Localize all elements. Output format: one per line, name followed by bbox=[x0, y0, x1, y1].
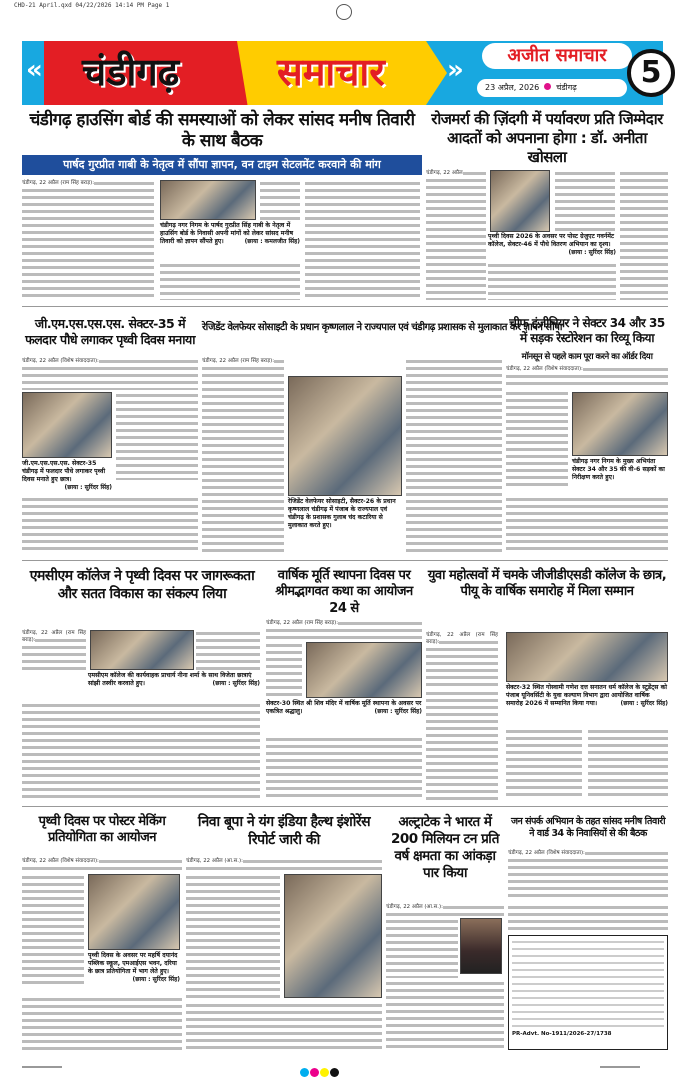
headline-gmsss-35: जी.एम.एस.एस.एस. सेक्टर-35 में फलदार पौधे लगाकर पृथ्वी दिवस मनाया bbox=[25, 316, 195, 347]
article-photo bbox=[288, 376, 402, 496]
color-registration-strip bbox=[300, 1062, 340, 1081]
article-body bbox=[406, 358, 502, 554]
article-body bbox=[22, 996, 182, 1050]
article-photo bbox=[490, 170, 550, 232]
article-photo bbox=[572, 392, 668, 456]
photo-caption: सेक्टर-32 स्थित गोस्वामी गणेश दत्त सनातन धर्म कॉलेज के स्टूडेंट्स को पंजाब यूनिवर्सिटी के युवा कल्याण विभाग द्वारा आयोजित वार्षिक समारोह 2026 में सम्मानित किया गया। (छाया : सुरिंदर सिंह) bbox=[506, 684, 668, 707]
article-body: चंडीगढ़, 22 अप्रैल (राम सिंह बराड़): bbox=[202, 358, 284, 554]
article-body: चंडीगढ़, 22 अप्रैल (विशेष संवाददाता): bbox=[508, 850, 668, 900]
article-body bbox=[588, 728, 668, 800]
article-body bbox=[22, 874, 84, 986]
headline-poster-making: पृथ्वी दिवस पर पोस्टर मेकिंग प्रतियोगिता का आयोजन bbox=[38, 814, 166, 846]
headline-ultratech: अल्ट्राटेक ने भारत में 200 मिलियन टन प्रति वर्ष क्षमता का आंकड़ा पार किया bbox=[391, 814, 499, 881]
headline-chief-engineer: चीफ इंजीनियर ने सेक्टर 34 और 35 में सड़क रेस्टोरेशन का रिव्यू किया bbox=[509, 316, 665, 345]
photo-caption: चंडीगढ़ नगर निगम के पार्षद गुरप्रीत सिंह गाबी के नेतृत्व में हाउसिंग बोर्ड के निवासी अपनी मांगों को लेकर सांसद मनीष तिवारी को ज्ञापन सौंपते हुए। (छाया : कमलजीत सिंह) bbox=[160, 222, 300, 245]
article-body bbox=[506, 496, 668, 554]
article-body bbox=[386, 980, 504, 1050]
section-title-part2: समाचार bbox=[277, 50, 385, 94]
page-number: 5 bbox=[627, 49, 675, 97]
divider bbox=[600, 1066, 640, 1068]
divider bbox=[22, 560, 668, 561]
article-body: चंडीगढ़, 22 अप्रैल bbox=[426, 170, 486, 300]
article-photo bbox=[90, 630, 194, 670]
chevron-right-icon: » bbox=[447, 55, 464, 85]
divider bbox=[22, 806, 668, 807]
article-body bbox=[260, 180, 300, 220]
article-body bbox=[22, 496, 198, 554]
article-body bbox=[555, 170, 615, 232]
dot-icon bbox=[544, 83, 551, 90]
article-body bbox=[196, 630, 260, 670]
headline-bhagwat-katha: वार्षिक मूर्ति स्थापना दिवस पर श्रीमद्भागवत कथा का आयोजन 24 से bbox=[275, 568, 413, 616]
newspaper-brand: अजीत समाचार bbox=[482, 43, 632, 69]
article-body: चंडीगढ़, 22 अप्रैल (विशेष संवाददाता): bbox=[22, 858, 182, 872]
masthead-banner bbox=[22, 41, 663, 105]
photo-caption: एमसीएम कॉलेज की कार्यवाहक प्राचार्य नीना शर्मा के साथ विजेता छात्राएं सांझी तस्वीर करवाते हुए। (छाया : सुरिंदर सिंह) bbox=[88, 672, 260, 687]
article-photo bbox=[284, 874, 382, 998]
headline-mcm-college: एमसीएम कॉलेज ने पृथ्वी दिवस पर जागरूकता और सतत विकास का संकल्प लिया bbox=[29, 568, 255, 602]
article-body bbox=[22, 702, 260, 800]
subhead-housing-board: पार्षद गुरप्रीत गाबी के नेतृत्व में सौंपा ज्ञापन, वन टाइम सेटलमेंट करवाने की मांग bbox=[22, 155, 422, 175]
article-body: चंडीगढ़, 22 अप्रैल (आ.स.): bbox=[386, 904, 504, 916]
subhead-chief-engineer: मॉनसून से पहले काम पूरा करने का ऑर्डर दिया bbox=[521, 352, 653, 362]
article-body bbox=[186, 874, 280, 1000]
article-photo bbox=[22, 392, 112, 458]
article-body bbox=[386, 918, 458, 978]
article-body bbox=[116, 392, 198, 480]
photo-caption: पृथ्वी दिवस 2026 के अवसर पर पोस्ट ग्रेजुएट गवर्नमेंट कॉलेज, सेक्टर-46 में पौधे वितरण अभियान का दृश्य। (छाया : सुरिंदर सिंह) bbox=[488, 233, 616, 256]
article-body bbox=[160, 262, 300, 300]
article-photo bbox=[306, 642, 422, 698]
photo-caption: चंडीगढ़ नगर निगम के मुख्य अभियंता सेक्टर 34 और 35 की वी-6 सड़कों का निरीक्षण करते हुए। bbox=[572, 458, 668, 482]
portrait-photo bbox=[460, 918, 502, 974]
article-body: चंडीगढ़, 22 अप्रैल (राम सिंह बराड़): bbox=[266, 620, 422, 640]
divider bbox=[22, 306, 668, 307]
advertisement-box bbox=[508, 935, 668, 1050]
print-slug: CHD-21 April.qxd 04/22/2026 14:14 PM Page 1 bbox=[14, 2, 170, 9]
article-photo bbox=[160, 180, 256, 220]
headline-ggdsd-college: युवा महोत्सवों में चमके जीजीडीएसडी कॉलेज के छात्र, पीयू के वार्षिक समारोह में मिला सम्मान bbox=[427, 568, 667, 600]
article-body bbox=[620, 170, 668, 300]
photo-caption: रेजिडेंट वेलफेयर सोसाइटी, सैक्टर-26 के प्रधान कृष्णलाल चंडीगढ़ में पंजाब के राज्यपाल एवं चंडीगढ़ के प्रशासक गुलाब चंद कटारिया से मुलाकात करते हुए। bbox=[288, 498, 402, 530]
article-body bbox=[186, 1002, 382, 1050]
article-body bbox=[488, 262, 616, 300]
section-title-part1: चंडीगढ़ bbox=[82, 50, 180, 94]
headline-environment: रोजमर्रा की ज़िंदगी में पर्यावरण प्रति जिम्मेदार आदतों को अपनाना होगा : डॉ. अनीता खोसला bbox=[431, 110, 663, 166]
photo-caption: जी.एम.एस.एस.एस. सेक्टर-35 चंडीगढ़ में फलदार पौधे लगाकर पृथ्वी दिवस मनाते हुए छात्र। (छाया : सुरिंदर सिंह) bbox=[22, 460, 112, 491]
ad-reference: PR-Advt. No-1911/2026-27/1738 bbox=[512, 1031, 612, 1037]
article-photo bbox=[506, 632, 668, 682]
article-body bbox=[506, 728, 582, 800]
article-body: चंडीगढ़, 22 अप्रैल (राम सिंह बराड़): bbox=[426, 632, 498, 688]
article-body: चंडीगढ़, 22 अप्रैल (विशेष संवाददाता): bbox=[506, 366, 668, 388]
article-body bbox=[305, 180, 420, 300]
article-body bbox=[22, 180, 154, 300]
headline-niva-bupa: निवा बूपा ने यंग इंडिया हैल्थ इंशोरेंस रिपोर्ट जारी की bbox=[197, 814, 371, 848]
article-body: चंडीगढ़, 22 अप्रैल (आ.स.): bbox=[186, 858, 382, 872]
issue-date: 23 अप्रैल, 2026 bbox=[485, 83, 540, 92]
article-body bbox=[266, 736, 422, 800]
chevron-left-icon: « bbox=[26, 55, 43, 85]
headline-rwa-governor: रेजिडेंट वेलफेयर सोसाइटी के प्रधान कृष्णलाल ने राज्यपाल एवं चंडीगढ़ प्रशासक से मुलाकात कर ज्ञापन सौंपा bbox=[202, 322, 562, 333]
article-photo bbox=[88, 874, 180, 950]
photo-caption: पृथ्वी दिवस के अवसर पर महर्षि दयानंद पब्लिक स्कूल, एमआईएस भवन, दरिया के छात्र प्रतियोगिता में भाग लेते हुए। (छाया : सुरिंदर सिंह) bbox=[88, 952, 180, 983]
dateline: चंडीगढ़, 22 अप्रैल (राम सिंह बराड़): bbox=[22, 180, 95, 186]
article-body bbox=[506, 390, 568, 490]
registration-mark-icon bbox=[336, 4, 352, 20]
headline-housing-board: चंडीगढ़ हाउसिंग बोर्ड की समस्याओं को लेकर सांसद मनीष तिवारी के साथ बैठक bbox=[29, 110, 415, 152]
divider bbox=[22, 1066, 62, 1068]
article-body: चंडीगढ़, 22 अप्रैल (विशेष संवाददाता): bbox=[22, 358, 198, 390]
headline-ward-34: जन संपर्क अभियान के तहत सांसद मनीष तिवारी ने वार्ड 34 के निवासियों से की बैठक bbox=[510, 816, 666, 839]
article-body bbox=[266, 642, 302, 698]
issue-date-pill bbox=[477, 79, 627, 97]
issue-city: चंडीगढ़ bbox=[556, 83, 577, 92]
article-body: चंडीगढ़, 22 अप्रैल (राम सिंह बराड़): bbox=[22, 630, 86, 670]
article-body bbox=[508, 904, 668, 930]
article-body bbox=[426, 690, 498, 800]
photo-caption: सेक्टर-30 स्थित श्री शिव मंदिर में वार्षिक मूर्ति स्थापना के अवसर पर एकत्रित श्रद्धालु। (छाया : सुरिंदर सिंह) bbox=[266, 700, 422, 715]
